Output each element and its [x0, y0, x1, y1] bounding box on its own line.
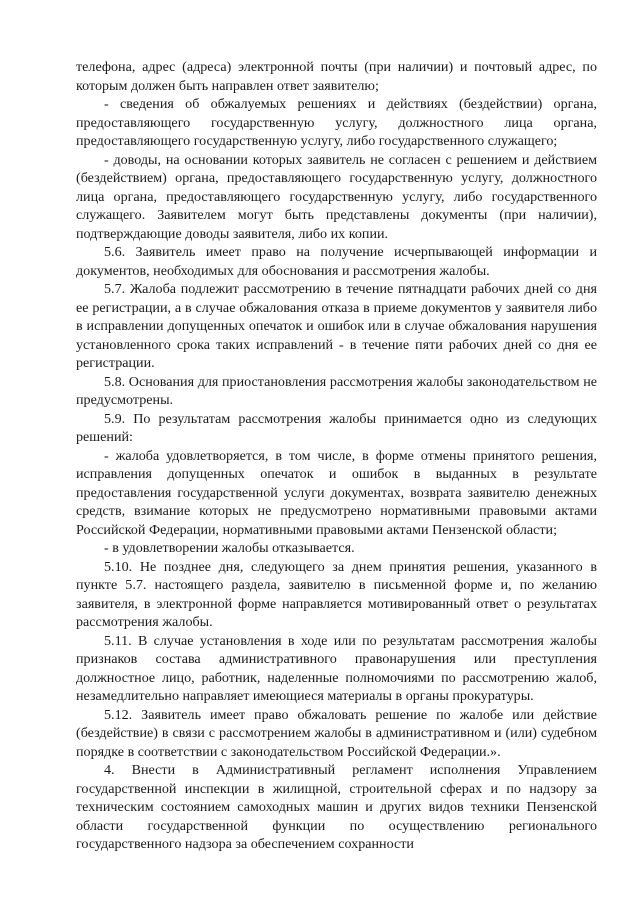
- paragraph-5-11: 5.11. В случае установления в ходе или по результатам рассмотрения жалобы признаков состава административного правонарушения или преступления должностное лицо, работник, наделенные полномочиями по рассмотрению жалоб, незамедлительно направляет имеющиеся материалы в органы прокуратуры.: [76, 632, 597, 704]
- paragraph-5-6: 5.6. Заявитель имеет право на получение исчерпывающей информации и документов, необходимых для обоснования и рассмотрения жалобы.: [76, 244, 597, 279]
- paragraph-complaint-refused: - в удовлетворении жалобы отказывается.: [104, 540, 355, 556]
- paragraph-arguments: - доводы, на основании которых заявитель не согласен с решением и действием (бездействием) органа, предоставляющего государственную услугу, должностного лица органа, предоставляющего государственную услугу, либо государственного служащего. Заявителем могут быть представлены документы (при наличии), подтверждающие доводы заявителя, либо их копии.: [76, 151, 597, 242]
- paragraph-contact-details: телефона, адрес (адреса) электронной почты (при наличии) и почтовый адрес, по которым должен быть направлен ответ заявителю;: [76, 59, 597, 94]
- paragraph-5-10: 5.10. Не позднее дня, следующего за днем принятия решения, указанного в пункте 5.7. настоящего раздела, заявителю в письменной форме и, по желанию заявителя, в электронной форме направляется мотивированный ответ о результатах рассмотрения жалобы.: [76, 558, 597, 630]
- paragraph-appealed-decisions: - сведения об обжалуемых решениях и действиях (бездействии) органа, предоставляющего государственную услугу, должностного лица органа, предоставляющего государственную услугу, либо государственного служащего;: [76, 96, 597, 149]
- paragraph-complaint-satisfied: - жалоба удовлетворяется, в том числе, в форме отмены принятого решения, исправления допущенных опечаток и ошибок в выданных в результате предоставления государственной услуги документах, возврата заявителю денежных средств, взимание которых не предусмотрено нормативными правовыми актами Российской Федерации, нормативными правовыми актами Пензенской области;: [76, 447, 597, 538]
- paragraph-5-9: 5.9. По результатам рассмотрения жалобы принимается одно из следующих решений:: [76, 410, 597, 445]
- paragraph-5-12: 5.12. Заявитель имеет право обжаловать решение по жалобе или действие (бездействие) в связи с рассмотрением жалобы в административном и (или) судебном порядке в соответствии с законодательством Российской Федерации.».: [76, 706, 597, 760]
- paragraph-item-4: 4. Внести в Административный регламент исполнения Управлением государственной инспекции в жилищной, строительной сферах и по надзору за техническим состоянием самоходных машин и других видов техники Пензенской области государственной функции по осуществлению регионального государственного надзора за обеспечением сохранности: [76, 762, 597, 852]
- paragraph-5-7: 5.7. Жалоба подлежит рассмотрению в течение пятнадцати рабочих дней со дня ее регистрации, а в случае обжалования отказа в приеме документов у заявителя либо в исправлении допущенных опечаток и ошибок или в случае обжалования нарушения установленного срока таких исправлений - в течение пяти рабочих дней со дня ее регистрации.: [76, 281, 597, 371]
- paragraph-5-8: 5.8. Основания для приостановления рассмотрения жалобы законодательством не предусмотрены.: [76, 373, 597, 408]
- document-body: [76, 58, 597, 854]
